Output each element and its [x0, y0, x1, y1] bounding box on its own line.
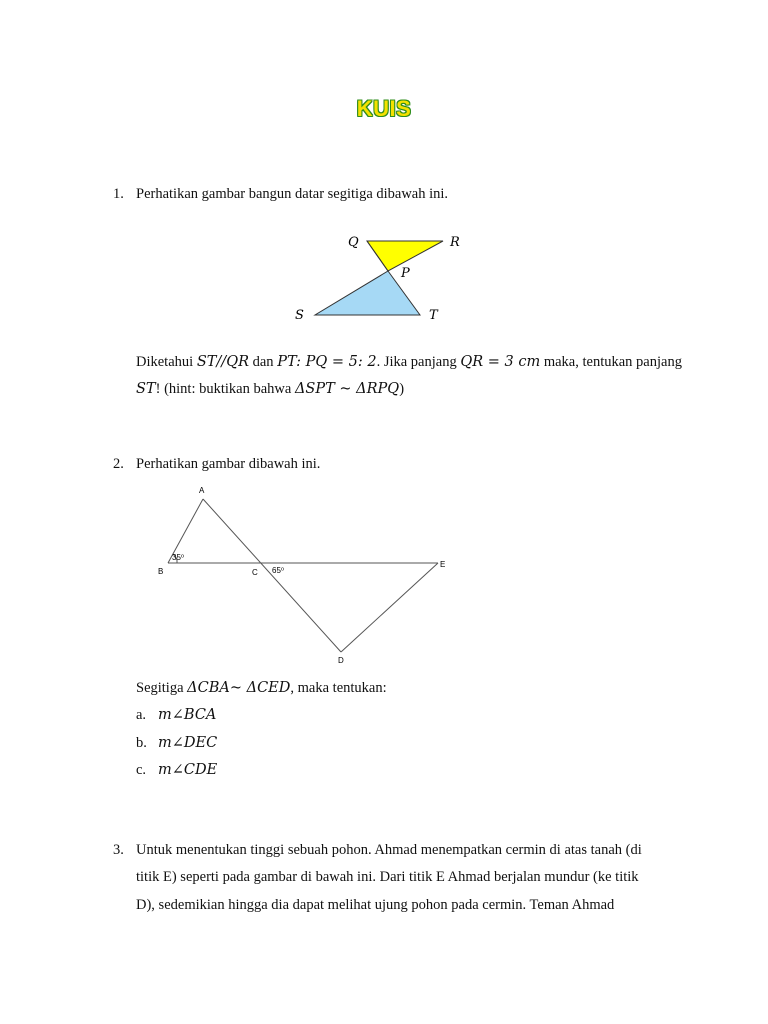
question-prompt: Perhatikan gambar dibawah ini. — [136, 456, 321, 472]
question-3-line-1: Untuk menentukan tinggi sebuah pohon. Ahmad menempatkan cermin di atas tanah (di — [136, 842, 642, 858]
item-b-value: m∠DEC — [158, 735, 218, 751]
question-3-line-3: D), sedemikian hingga dia dapat melihat ujung pohon pada cermin. Teman Ahmad — [136, 897, 615, 913]
item-b-letter: b. — [136, 735, 147, 751]
question-prompt: Perhatikan gambar bangun datar segitiga dibawah ini. — [136, 186, 449, 202]
quiz-title: KUIS — [356, 96, 412, 121]
label-e: E — [440, 560, 446, 569]
label-b: B — [158, 567, 164, 576]
label-a: A — [199, 486, 205, 495]
question-2-statement: Segitiga ΔCBA~ ΔCED, maka tentukan: — [136, 680, 387, 696]
question-1-statement-line-2: ST! (hint: buktikan bahwa ΔSPT ~ ΔRPQ) — [136, 381, 405, 397]
item-c-value: m∠CDE — [158, 762, 218, 778]
label-t: T — [429, 308, 438, 323]
question-number: 1. — [113, 186, 124, 202]
figure-bowtie-triangles — [290, 228, 460, 328]
question-3-line-2: titik E) seperti pada gambar di bawah ini. Dari titik E Ahmad berjalan mundur (ke titik — [136, 869, 639, 885]
question-number: 2. — [113, 456, 124, 472]
label-d: D — [338, 656, 344, 665]
label-c: C — [252, 568, 258, 577]
label-p: P — [401, 266, 410, 281]
question-1-statement-line-1: Diketahui ST//QR dan PT: PQ = 5: 2. Jika panjang QR = 3 cm maka, tentukan panjang — [136, 354, 682, 370]
item-a-value: m∠BCA — [158, 707, 217, 723]
label-q: Q — [348, 235, 359, 250]
question-number: 3. — [113, 842, 124, 858]
figure-similar-triangles — [150, 482, 460, 667]
item-a-letter: a. — [136, 707, 147, 723]
item-c-letter: c. — [136, 762, 147, 778]
angle-b-label: 35⁰ — [172, 553, 185, 562]
label-r: R — [450, 235, 460, 250]
angle-c-label: 65⁰ — [272, 566, 285, 575]
label-s: S — [295, 308, 304, 323]
